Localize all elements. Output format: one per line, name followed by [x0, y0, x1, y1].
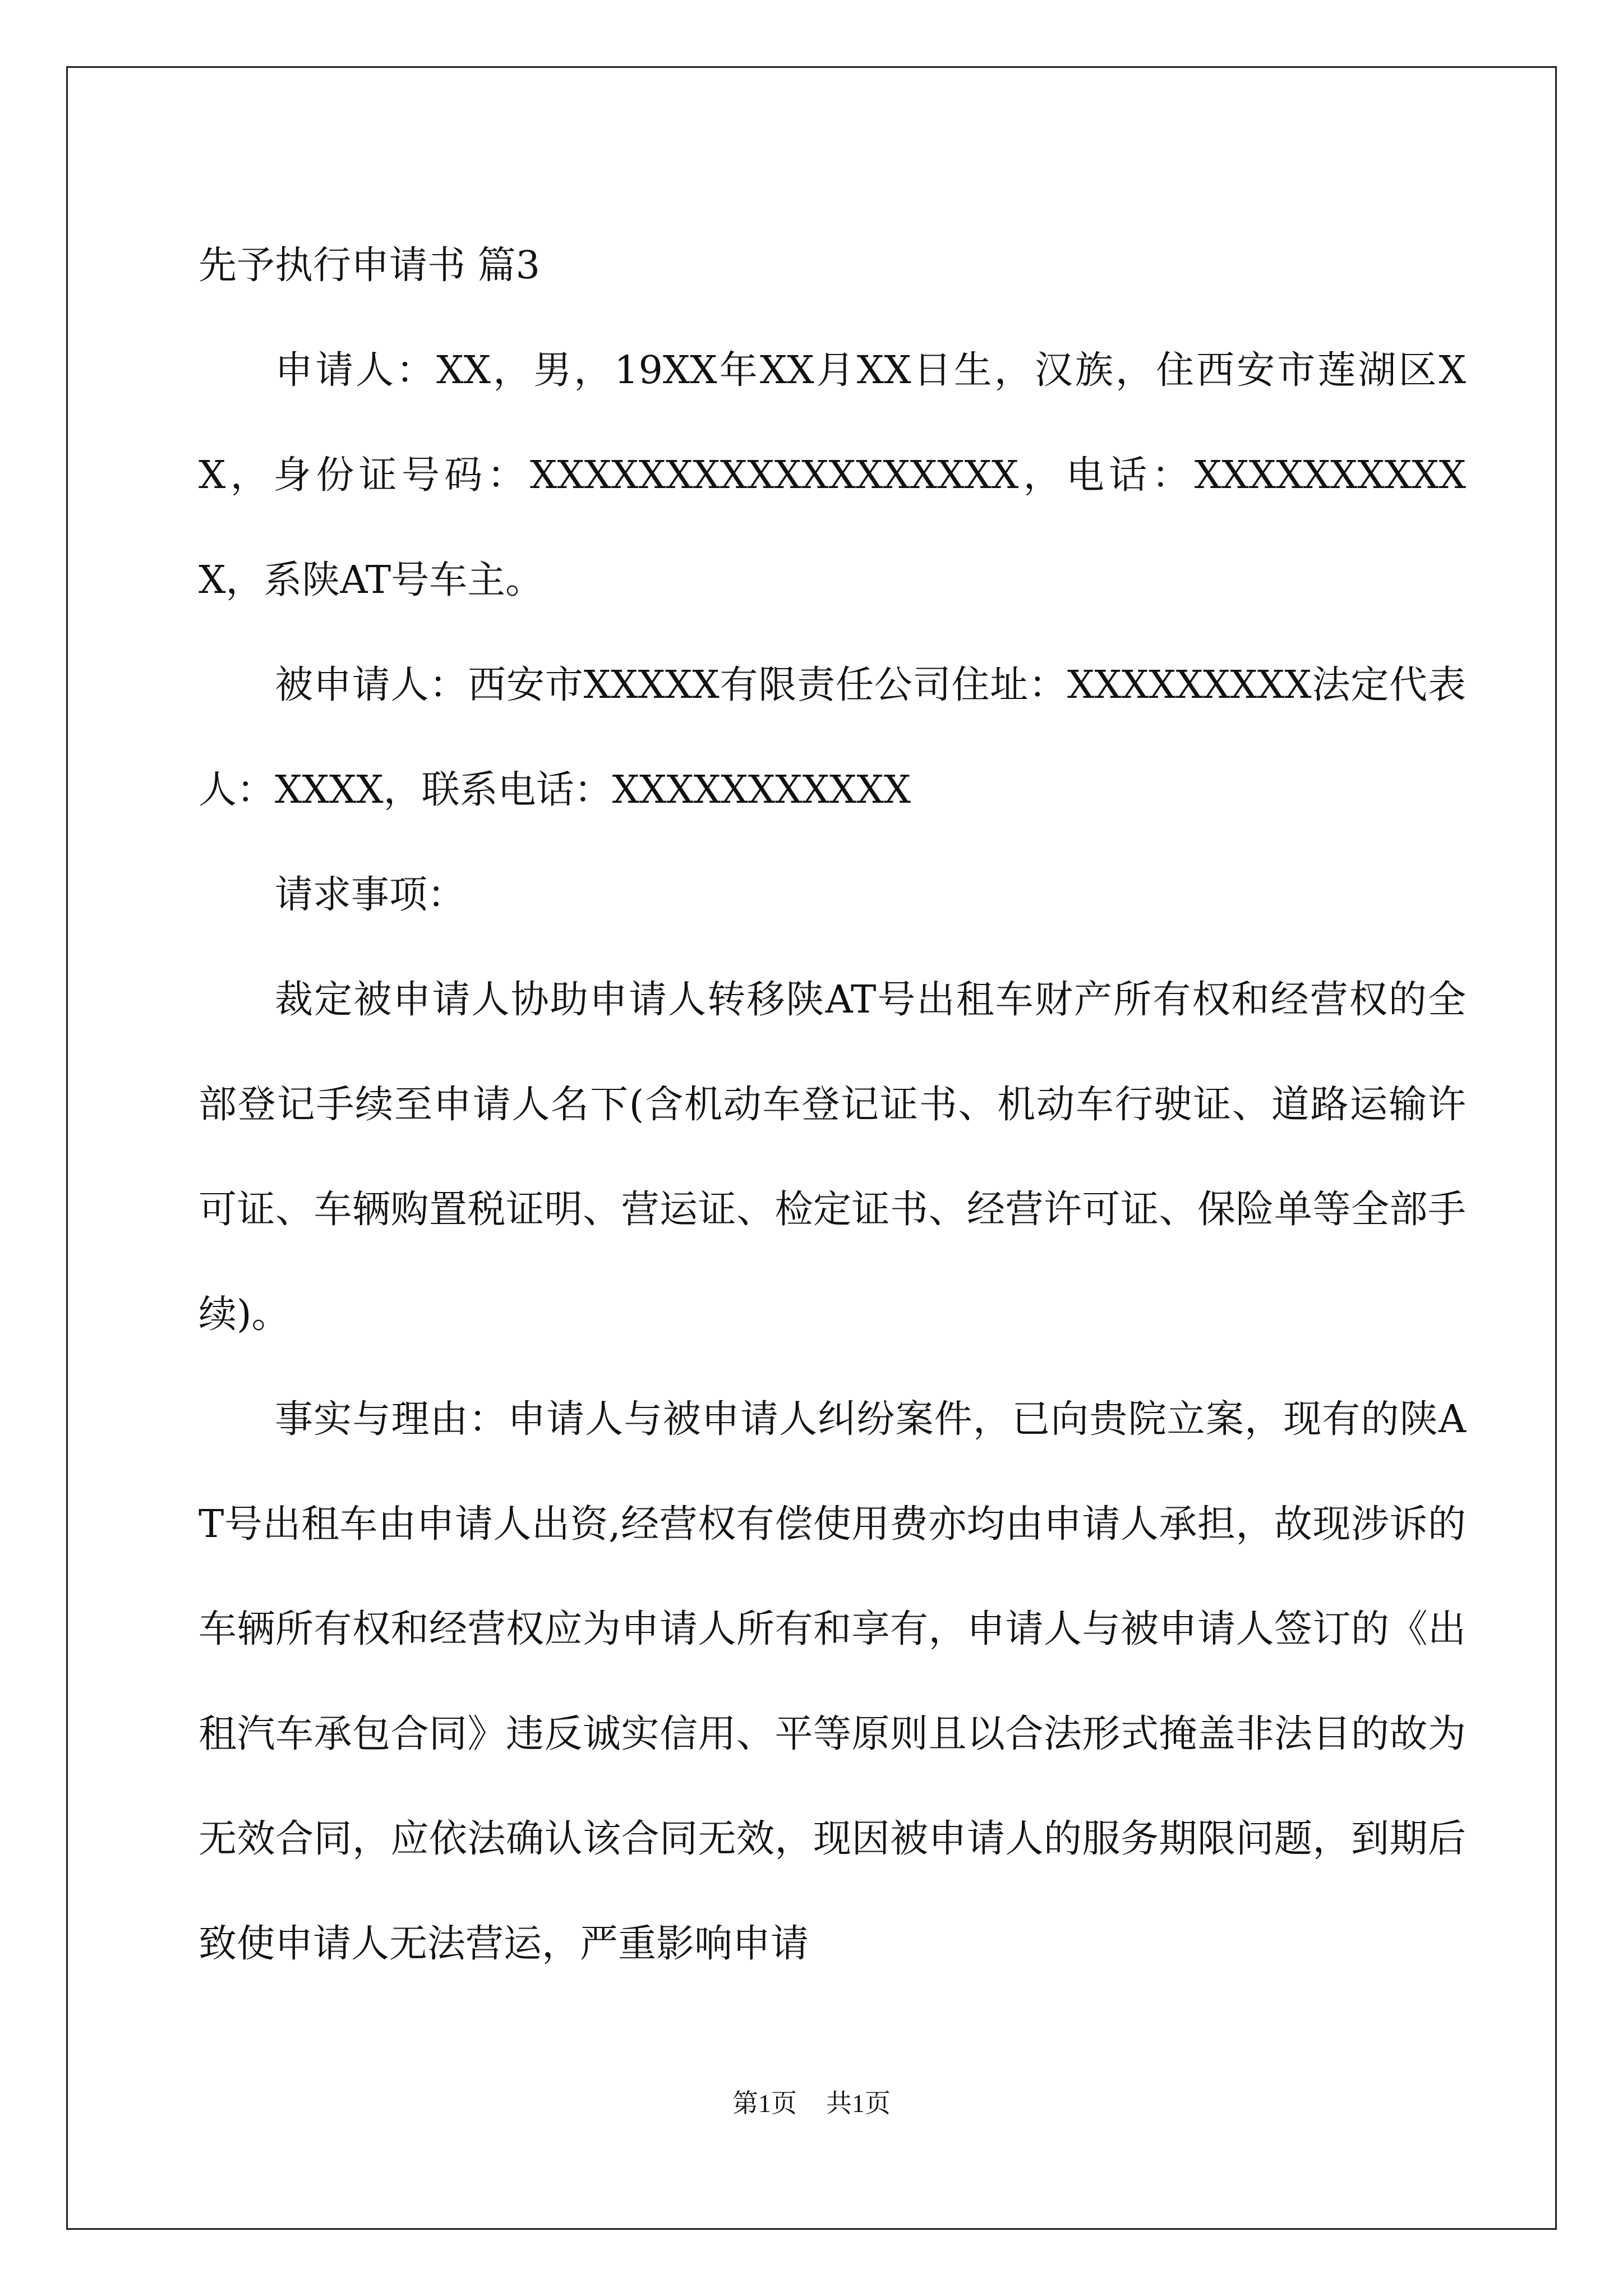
paragraph-request-content: 裁定被申请人协助申请人转移陕AT号出租车财产所有权和经营权的全部登记手续至申请人名下(含机动车登记证书、机动车行驶证、道路运输许可证、车辆购置税证明、营运证、检定证书、经营许可证、保险单等全部手续)。 [199, 978, 1466, 1337]
page-number: 第1页 [732, 2089, 797, 2118]
document-body [199, 213, 1466, 1996]
paragraph-facts-reasons: 事实与理由：申请人与被申请人纠纷案件，已向贵院立案，现有的陕AT号出租车由申请人出资,经营权有偿使用费亦均由申请人承担，故现涉诉的车辆所有权和经营权应为申请人所有和享有，申请人与被申请人签订的《出租汽车承包合同》违反诚实信用、平等原则且以合法形式掩盖非法目的故为无效合同，应依法确认该合同无效，现因被申请人的服务期限问题，到期后致使申请人无法营运，严重影响申请 [199, 1397, 1466, 1966]
paragraph-applicant: 申请人：XX，男，19XX年XX月XX日生，汉族，住西安市莲湖区XX，身份证号码：XXXXXXXXXXXXXXXXXX，电话：XXXXXXXXXXX，系陕AT号车主。 [199, 348, 1466, 602]
page-footer [0, 2087, 1623, 2120]
paragraph-respondent: 被申请人：西安市XXXXX有限责任公司住址：XXXXXXXXX法定代表人：XXXX，联系电话：XXXXXXXXXXX [199, 663, 1466, 812]
paragraph-request-heading: 请求事项： [275, 873, 466, 917]
page-total: 共1页 [826, 2089, 891, 2118]
document-title: 先予执行申请书 篇3 [199, 243, 540, 288]
